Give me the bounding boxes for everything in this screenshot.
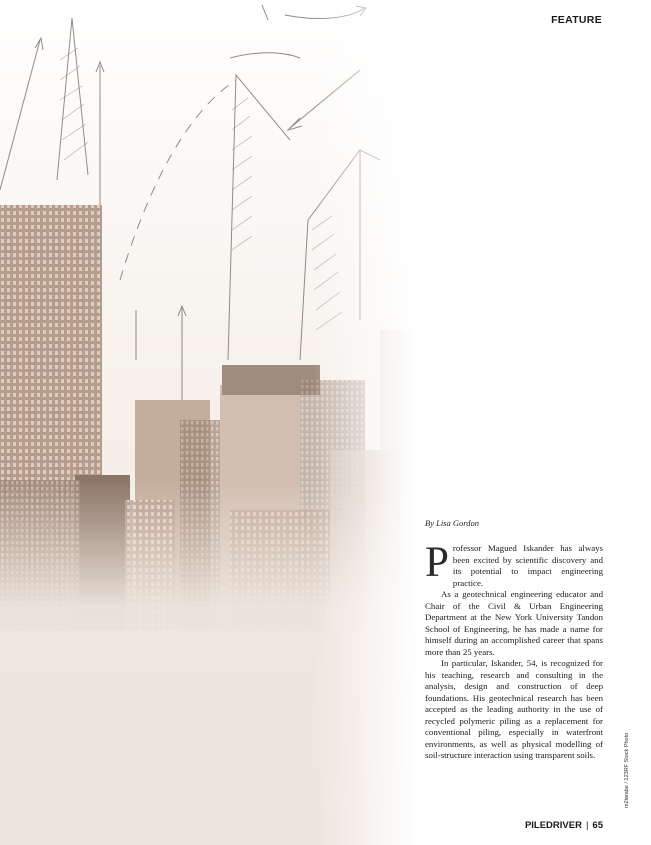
paragraph-1-text: rofessor Magued Iskander has always been excited by scientific discovery and its potential to impact engineering practice.: [452, 543, 603, 588]
byline: By Lisa Gordon: [425, 518, 479, 528]
article-paragraph-3: In particular, Iskander, 54, is recognized for his teaching, research and consulting in the analysis, design and construction of deep foundations. His geotechnical research has been accepted as the leading authority in the use of recycled polymeric piling as a replacement for conventional piling, especially in waterfront environments, as well as physical modelling of soil-structure interaction using transparent soils.: [425, 658, 603, 760]
photo-credit: m2iarabe / 123RF Stock Photo: [624, 732, 630, 808]
article-body: [425, 539, 603, 762]
article-paragraph-2: As a geotechnical engineering educator and Chair of the Civil & Urban Engineering Department at the New York University Tandon School of Engineering, he has made a name for himself during an accomplished career that spans more than 25 years.: [425, 589, 603, 657]
page-footer: [525, 820, 603, 831]
section-label: FEATURE: [551, 14, 602, 26]
magazine-name: PILEDRIVER: [524, 820, 582, 831]
footer-separator: |: [585, 820, 589, 831]
drop-cap: P: [425, 539, 449, 586]
page-number: 65: [592, 820, 603, 831]
article-paragraph-1: [425, 539, 603, 589]
